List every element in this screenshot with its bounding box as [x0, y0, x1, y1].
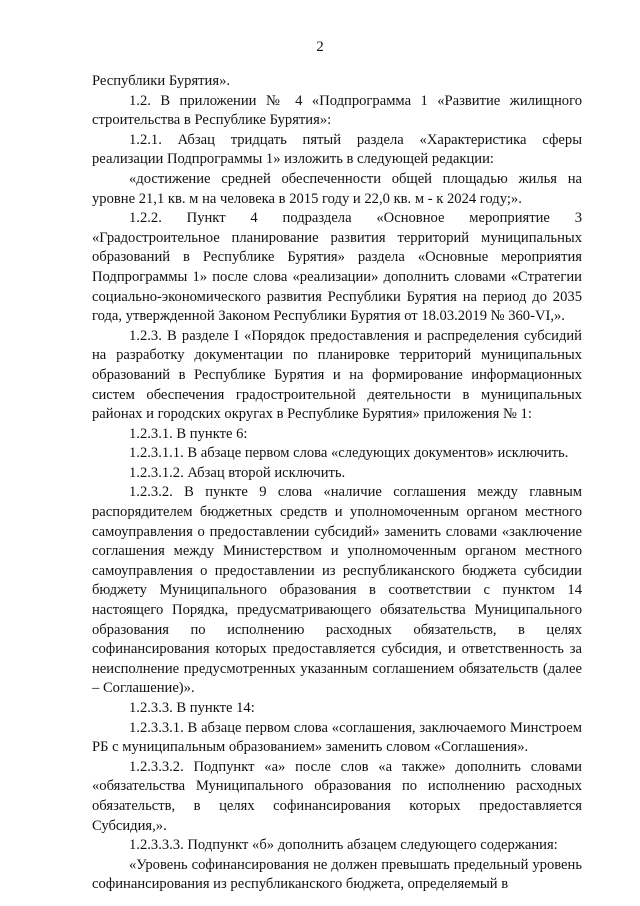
page-number: 2 [316, 39, 324, 55]
document-body [92, 72, 582, 895]
paragraph: 1.2.1. Абзац тридцать пятый раздела «Характеристика сферы реализации Подпрограммы 1» изложить в следующей редакции: [92, 131, 582, 168]
paragraph: 1.2.2. Пункт 4 подраздела «Основное мероприятие 3 «Градостроительное планирование развития территорий муниципальных образований в Республике Бурятия» раздела «Основные мероприятия Подпрограммы 1» после слова «реализации» дополнить словами «Стратегии социально-экономического развития Республики Бурятия на период до 2035 года, утвержденной Законом Республики Бурятия от 18.03.2019 № 360-VI,». [92, 210, 582, 325]
paragraph: «достижение средней обеспеченности общей площадью жилья на уровне 21,1 кв. м на человека в 2015 году и 22,0 кв. м - к 2024 году;». [92, 170, 582, 207]
paragraph: 1.2.3.3.1. В абзаце первом слова «соглашения, заключаемого Минстроем РБ с муниципальным образованием» заменить словом «Соглашения». [92, 719, 582, 756]
paragraph: 1.2.3. В разделе I «Порядок предоставления и распределения субсидий на разработку документации по планировке территорий муниципальных образований в Республике Бурятия и на формирование информационных систем обеспечения градостроительной деятельности в муниципальных районах и городских округах в Республике Бурятия» приложения № 1: [92, 327, 582, 423]
paragraph: 1.2.3.3.2. Подпункт «а» после слов «а также» дополнить словами «обязательства Муниципального образования по исполнению расходных обязательств, в целях софинансирования которых предоставляется Субсидия,». [92, 758, 582, 834]
paragraph: «Уровень софинансирования не должен превышать предельный уровень софинансирования из республиканского бюджета, определяемый в [92, 856, 582, 893]
paragraph: 1.2.3.2. В пункте 9 слова «наличие соглашения между главным распорядителем бюджетных средств и уполномоченным органом местного самоуправления о предоставлении субсидий» заменить словами «заключение соглашения между Министерством и уполномоченным органом местного самоуправления о предоставлении из республиканского бюджета субсидии бюджету Муниципального образования в соответствии с пунктом 14 настоящего Порядка, предусматривающего обязательства Муниципального образования по исполнению расходных обязательств, в целях софинансирования которых предоставляется субсидия, и ответственность за неисполнение предусмотренных указанным соглашением обязательств (далее – Соглашение)». [92, 484, 582, 697]
paragraph: 1.2.3.1.1. В абзаце первом слова «следующих документов» исключить. [129, 445, 569, 462]
paragraph: 1.2.3.3. В пункте 14: [129, 700, 255, 716]
paragraph: 1.2.3.3.3. Подпункт «б» дополнить абзацем следующего содержания: [129, 837, 558, 854]
paragraph: 1.2.3.1.2. Абзац второй исключить. [129, 464, 346, 481]
paragraph: 1.2. В приложении № 4 «Подпрограмма 1 «Развитие жилищного строительства в Республике Бурятия»: [92, 92, 582, 129]
paragraph: Республики Бурятия». [92, 73, 231, 89]
paragraph: 1.2.3.1. В пункте 6: [129, 425, 248, 442]
